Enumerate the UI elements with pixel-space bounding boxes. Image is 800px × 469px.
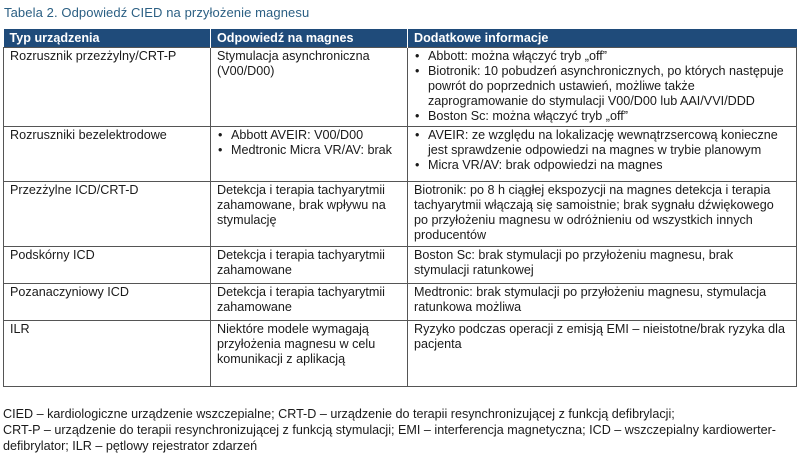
table-row (4, 284, 797, 321)
list-item: • Boston Sc: można włączyć tryb „off” (415, 109, 628, 123)
table-row (4, 182, 797, 247)
list-item: • AVEIR: ze względu na lokalizację wewnątrzsercową konieczne jest sprawdzenie odpowiedzi na magnes w trybie planowym (415, 128, 778, 157)
bullet-icon: • (415, 158, 420, 172)
response-list (217, 128, 401, 158)
info-cell: Biotronik: po 8 h ciągłej ekspozycji na magnes detekcja i terapia tachyarytmii włączają się samoistnie; brak sygnału dźwiękowego po przyłożeniu magnesu w odróżnieniu od wszystkich innych producentów (408, 182, 797, 247)
table-row (4, 127, 797, 182)
header-magnet-response: Odpowiedź na magnes (211, 29, 408, 48)
header-device-type: Typ urządzenia (4, 29, 211, 48)
footnote-line: CIED – kardiologiczne urządzenie wszczepialne; CRT-D – urządzenie do terapii resynchronizującej z funkcją defibrylacji; (3, 407, 675, 421)
bullet-icon: • (415, 49, 420, 63)
device-cell: Pozanaczyniowy ICD (4, 284, 211, 321)
list-item: • Abbott: można włączyć tryb „off” (415, 49, 607, 63)
device-cell: Rozrusznik przezżylny/CRT-P (4, 48, 211, 127)
device-cell: ILR (4, 321, 211, 387)
response-cell: Stymulacja asynchroniczna (V00/D00) (211, 48, 408, 127)
list-item: • Biotronik: 10 pobudzeń asynchronicznych, po których następuje powrót do poprzednich ustawień, możliwe także zaprogramowanie do stymulacji V00/D00 lub AAI/VVI/DDD (415, 64, 784, 108)
device-cell: Przezżylne ICD/CRT-D (4, 182, 211, 247)
bullet-icon: • (415, 128, 420, 142)
table-row (4, 48, 797, 127)
info-cell (408, 48, 797, 127)
list-item: • Abbott AVEIR: V00/D00 (218, 128, 364, 142)
info-list (414, 49, 790, 124)
abbreviations-footnote (3, 406, 795, 454)
info-cell: Boston Sc: brak stymulacji po przyłożeniu magnesu, brak stymulacji ratunkowej (408, 247, 797, 284)
device-cell: Podskórny ICD (4, 247, 211, 284)
table-row (4, 321, 797, 387)
table-header-row (4, 29, 797, 48)
response-cell: Detekcja i terapia tachyarytmii zahamowane (211, 284, 408, 321)
info-cell: Medtronic: brak stymulacji po przyłożeniu magnesu, stymulacja ratunkowa możliwa (408, 284, 797, 321)
table-caption: Tabela 2. Odpowiedź CIED na przyłożenie magnesu (4, 5, 310, 20)
magnet-response-table (3, 29, 797, 387)
response-cell: Detekcja i terapia tachyarytmii zahamowane, brak wpływu na stymulację (211, 182, 408, 247)
bullet-icon: • (415, 109, 420, 123)
response-cell (211, 127, 408, 182)
info-list (414, 128, 790, 173)
response-cell: Detekcja i terapia tachyarytmii zahamowane (211, 247, 408, 284)
response-cell: Niektóre modele wymagają przyłożenia magnesu w celu komunikacji z aplikacją (211, 321, 408, 387)
list-item: • Micra VR/AV: brak odpowiedzi na magnes (415, 158, 663, 172)
bullet-icon: • (218, 143, 223, 157)
header-additional-info: Dodatkowe informacje (408, 29, 797, 48)
info-cell (408, 127, 797, 182)
info-cell: Ryzyko podczas operacji z emisją EMI – nieistotne/brak ryzyka dla pacjenta (408, 321, 797, 387)
bullet-icon: • (218, 128, 223, 142)
bullet-icon: • (415, 64, 420, 78)
table-row (4, 247, 797, 284)
footnote-line: CRT-P – urządzenie do terapii resynchronizującej z funkcją stymulacji; EMI – interferencja magnetyczna; ICD – wszczepialny kardiowerter-defibrylator; ILR – pętlowy rejestrator zdarzeń (3, 423, 776, 453)
list-item: • Medtronic Micra VR/AV: brak (218, 143, 392, 157)
device-cell: Rozruszniki bezelektrodowe (4, 127, 211, 182)
